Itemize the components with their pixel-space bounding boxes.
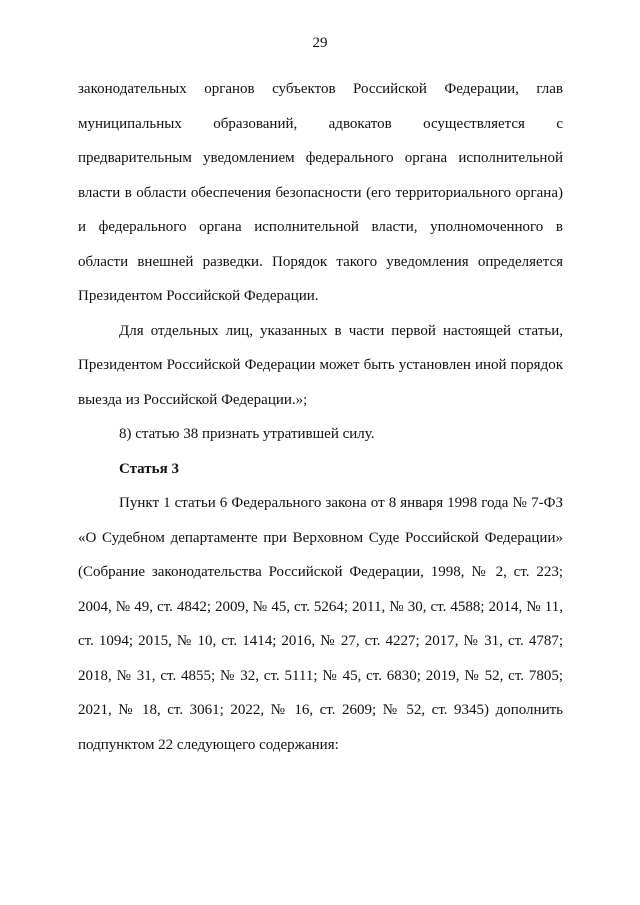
page-number: 29 (312, 35, 328, 51)
paragraph-continuation: законодательных органов субъектов Российской Федерации, глав муниципальных образований, адвокатов осуществляется с предварительным уведомлением федерального органа исполнительной власти в области обеспечения безопасности (его территориального органа) и федерального органа исполнительной власти, уполномоченного в области внешней разведки. Порядок такого уведомления определяется Президентом Российской Федерации. (78, 81, 563, 304)
article-heading: Статья 3 (119, 460, 179, 477)
paragraph-article-3: Пункт 1 статьи 6 Федерального закона от 8 января 1998 года № 7-ФЗ «О Судебном департаменте при Верховном Суде Российской Федерации» (Собрание законодательства Российской Федерации, 1998, № 2, ст. 223; 2004, № 49, ст. 4842; 2009, № 45, ст. 5264; 2011, № 30, ст. 4588; 2014, № 11, ст. 1094; 2015, № 10, ст. 1414; 2016, № 27, ст. 4227; 2017, № 31, ст. 4787; 2018, № 31, ст. 4855; № 32, ст. 5111; № 45, ст. 6830; 2019, № 52, ст. 7805; 2021, № 18, ст. 3061; 2022, № 16, ст. 2609; № 52, ст. 9345) дополнить подпунктом 22 следующего содержания: (78, 495, 563, 753)
paragraph-item-8: 8) статью 38 признать утратившей силу. (119, 426, 375, 442)
document-body (78, 72, 563, 762)
paragraph-exception: Для отдельных лиц, указанных в части первой настоящей статьи, Президентом Российской Федерации может быть установлен иной порядок выезда из Российской Федерации.»; (78, 322, 563, 408)
